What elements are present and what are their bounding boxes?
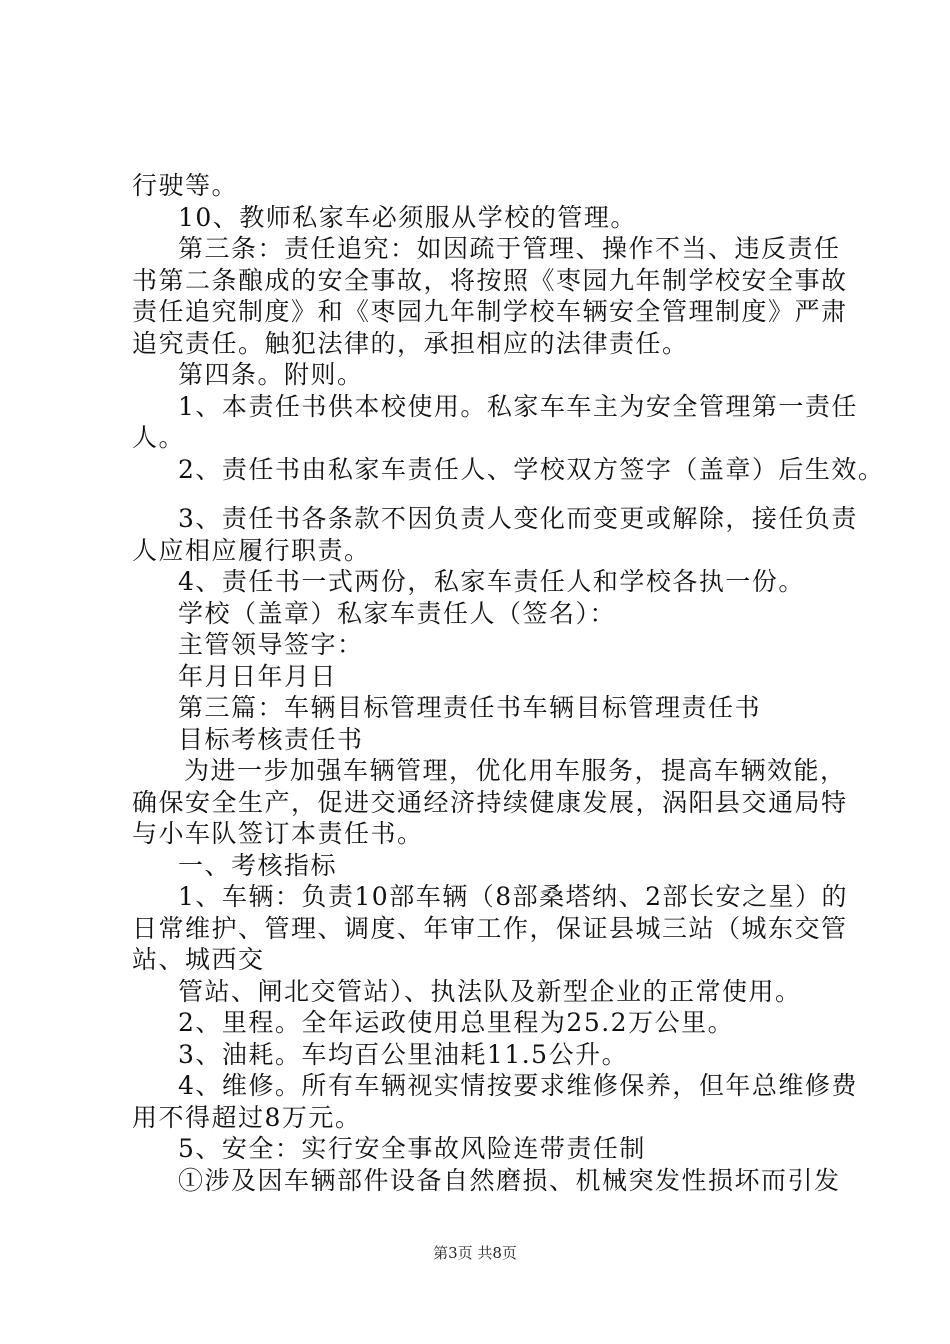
paragraph-gap (132, 485, 852, 503)
text-line: 2、里程。全年运政使用总里程为25.2万公里。 (178, 1008, 735, 1037)
text-line: 3、责任书各条款不因负责人变化而变更或解除，接任负责 (178, 504, 858, 533)
text-line: 用不得超过8万元。 (132, 1102, 362, 1132)
text-line: 与小车队签订本责任书。 (132, 819, 424, 848)
text-line: ①涉及因车辆部件设备自然磨损、机械突发性损坏而引发 (178, 1165, 841, 1195)
text-line: 5、安全：实行安全事故风险连带责任制 (178, 1134, 646, 1163)
text-line: 4、责任书一式两份，私家车责任人和学校各执一份。 (178, 567, 805, 596)
text-line: 4、维修。所有车辆视实情按要求维修保养，但年总维修费 (178, 1071, 858, 1100)
text-line: 1、车辆：负责10部车辆（8部桑塔纳、2部长安之星）的 (178, 882, 849, 911)
text-line: 书第二条酿成的安全事故，将按照《枣园九年制学校安全事故 (132, 265, 848, 295)
text-line: 年月日年月日 (178, 661, 338, 691)
text-line: 2、责任书由私家车责任人、学校双方签字（盖章）后生效。 (178, 454, 885, 484)
text-line: 站、城西交 (132, 945, 265, 974)
text-line: 行驶等。 (132, 171, 239, 200)
text-line: 确保安全生产，促进交通经济持续健康发展，涡阳县交通局特 (132, 787, 848, 817)
text-line: 目标考核责任书 (178, 724, 364, 754)
text-line: 人应相应履行职责。 (132, 535, 371, 565)
text-line: 主管领导签字： (178, 630, 364, 659)
text-line: 学校（盖章）私家车责任人（签名）： (178, 598, 617, 628)
text-line: 日常维护、管理、调度、年审工作，保证县城三站（城东交管 (132, 913, 848, 943)
text-line: 人。 (132, 423, 186, 452)
section-heading: 第三篇：车辆目标管理责任书车辆目标管理责任书 (178, 693, 762, 722)
text-line: 1、本责任书供本校使用。私家车车主为安全管理第一责任 (178, 391, 858, 421)
text-line: 第三条：责任追究：如因疏于管理、操作不当、违反责任 (178, 234, 841, 263)
text-line: 为进一步加强车辆管理，优化用车服务，提高车辆效能， (184, 756, 847, 785)
document-body (132, 170, 885, 1196)
text-line: 3、油耗。车均百公里油耗11.5公升。 (178, 1039, 629, 1069)
text-line: 追究责任。触犯法律的，承担相应的法律责任。 (132, 328, 689, 358)
page-number-footer: 第3页 共8页 (433, 1244, 517, 1262)
text-line: 管站、闸北交管站）、执法队及新型企业的正常使用。 (178, 976, 802, 1006)
text-line: 第四条。附则。 (178, 360, 364, 389)
text-line: 责任追究制度》和《枣园九年制学校车辆安全管理制度》严肃 (132, 297, 848, 326)
text-line: 一、考核指标 (178, 850, 338, 880)
text-line: 10、教师私家车必须服从学校的管理。 (178, 202, 637, 232)
